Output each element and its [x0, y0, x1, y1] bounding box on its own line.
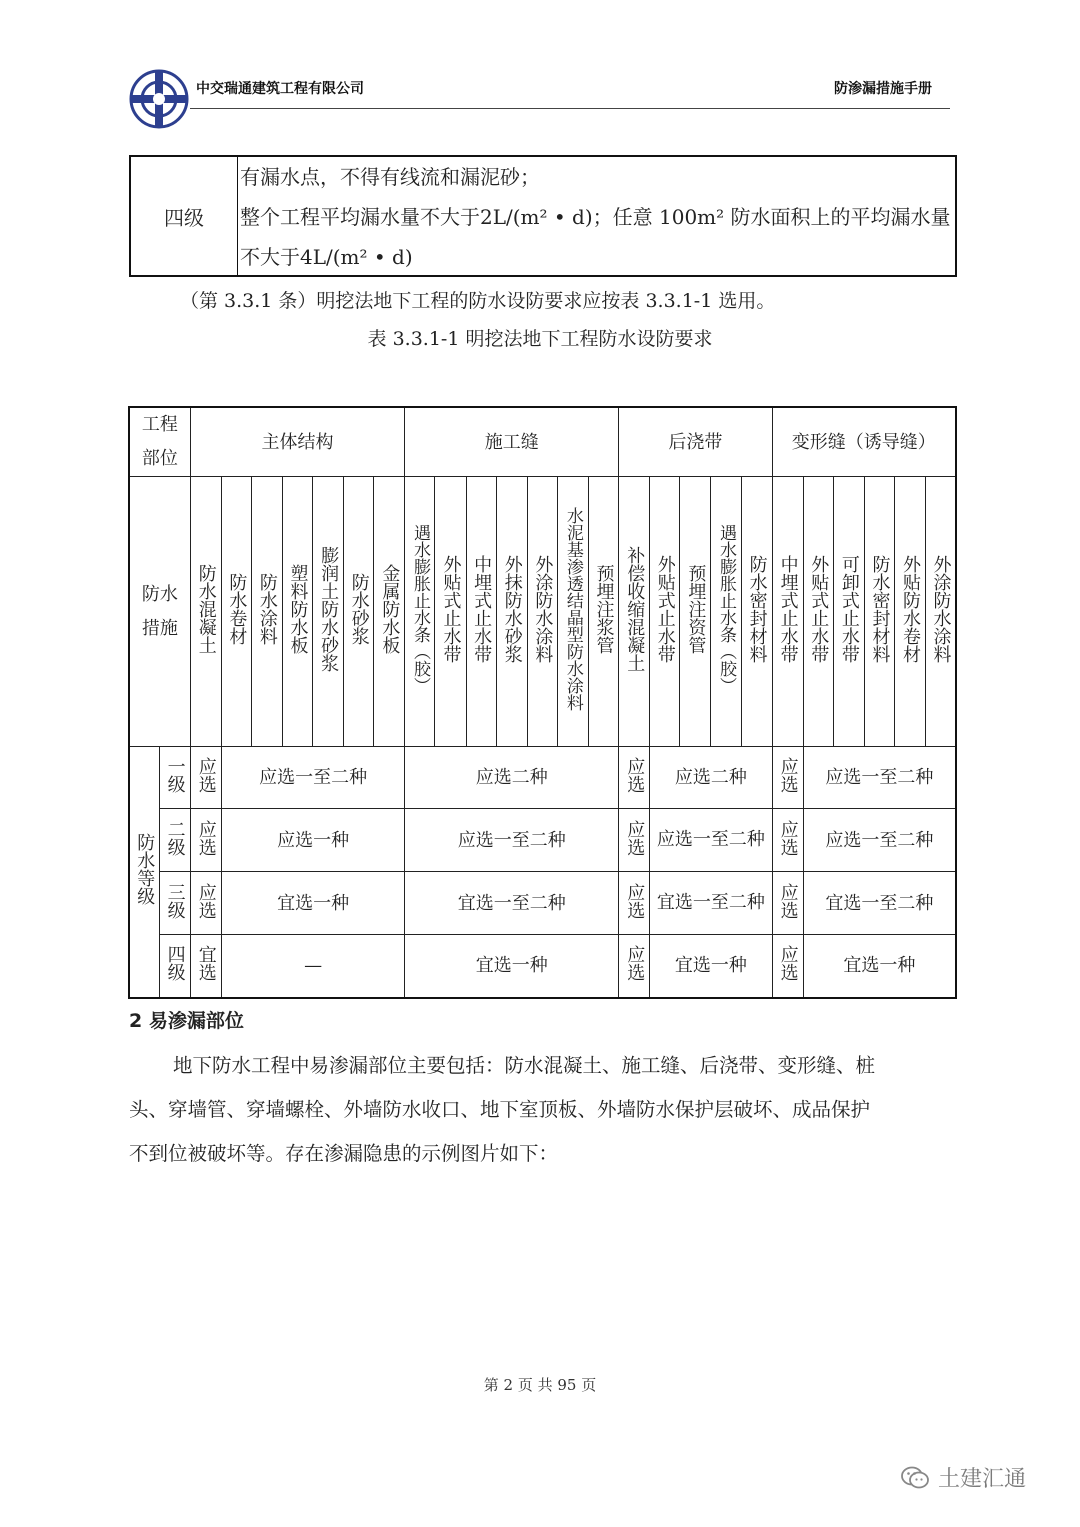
- measure-label: 防水密封材料: [746, 555, 768, 663]
- group-header-deform: 变形缝（诱导缝）: [772, 407, 956, 477]
- measure-cell: [313, 477, 344, 747]
- measure-cell: [772, 477, 803, 747]
- req-cell: [619, 872, 650, 935]
- company-name: 中交瑞通建筑工程有限公司: [196, 81, 364, 97]
- req-cell: [190, 935, 221, 998]
- req-cell: [619, 747, 650, 809]
- measure-cell: [190, 477, 221, 747]
- measure-cell: [496, 477, 527, 747]
- grade-cell: [159, 809, 190, 872]
- grade-name: 四级: [164, 945, 186, 982]
- measure-cell: [282, 477, 312, 747]
- main-first-req: 宜选: [195, 945, 217, 982]
- measure-label: 遇水膨胀止水条（胶）: [715, 524, 736, 694]
- req-cell: [772, 809, 803, 872]
- measure-cell: [680, 477, 711, 747]
- measure-label: 水泥基渗透结晶型防水涂料: [562, 507, 583, 711]
- group-header-post: 后浇带: [619, 407, 772, 477]
- measure-label: 外涂防水涂料: [532, 555, 554, 663]
- measure-label: 外贴式止水带: [440, 555, 462, 663]
- post-rest-req: 宜选一种: [650, 935, 772, 998]
- measure-label: 防水密封材料: [869, 555, 891, 663]
- post-first-req: 应选: [624, 757, 646, 793]
- measure-label: 防水涂料: [256, 573, 278, 645]
- measure-label: 预埋注资管: [685, 564, 707, 654]
- grade-label: 防水等级: [134, 833, 156, 906]
- grade-cell: [159, 935, 190, 998]
- req-cell: [772, 872, 803, 935]
- req-cell: [772, 747, 803, 809]
- measure-cell: [251, 477, 282, 747]
- deform-first-req: 应选: [777, 945, 799, 982]
- clause-text: （第 3.3.1 条）明挖法地下工程的防水设防要求应按表 3.3.1-1 选用。: [180, 290, 776, 312]
- company-logo-icon: [128, 68, 190, 130]
- post-rest-req: 应选二种: [650, 747, 772, 809]
- measure-cell: [619, 477, 650, 747]
- post-rest-req: 宜选一至二种: [650, 872, 772, 935]
- main-first-req: 应选: [195, 819, 217, 856]
- deform-rest-req: 宜选一种: [803, 935, 956, 998]
- measure-cell: [741, 477, 772, 747]
- corner-bottom-cell: [129, 477, 190, 747]
- joint-req: 应选二种: [405, 747, 619, 809]
- section-paragraph: [129, 1044, 955, 1176]
- header-divider: [190, 108, 950, 109]
- manual-title: 防渗漏措施手册: [834, 81, 932, 97]
- deform-rest-req: 应选一至二种: [803, 809, 956, 872]
- measure-label: 补偿收缩混凝土: [624, 546, 646, 672]
- measure-label: 预埋注浆管: [593, 564, 615, 654]
- page-header: [128, 68, 950, 136]
- grade4-description: [238, 157, 955, 275]
- grade-cell: [159, 747, 190, 809]
- main-rest-req: —: [221, 935, 405, 998]
- grade-name: 三级: [164, 882, 186, 919]
- grade-cell: [159, 872, 190, 935]
- req-cell: [619, 809, 650, 872]
- grade4-label: 四级: [131, 157, 238, 275]
- measure-label: 外贴式止水带: [808, 555, 830, 663]
- grade4-line: 不大于4L/(m² • d): [240, 245, 413, 269]
- measure-cell: [803, 477, 833, 747]
- corner-bottom-text: 防水措施: [141, 583, 178, 639]
- measure-cell: [374, 477, 405, 747]
- grade-name: 一级: [164, 757, 186, 793]
- deform-rest-req: 应选一至二种: [803, 747, 956, 809]
- main-rest-req: 应选一至二种: [221, 747, 405, 809]
- req-cell: [190, 872, 221, 935]
- measure-cell: [926, 477, 956, 747]
- page-number: 第 2 页 共 95 页: [483, 1376, 597, 1394]
- main-first-req: 应选: [195, 882, 217, 919]
- corner-top-text: 工程部位: [141, 414, 178, 469]
- req-cell: [190, 809, 221, 872]
- measure-cell: [650, 477, 680, 747]
- main-rest-req: 应选一种: [221, 809, 405, 872]
- watermark-text: 土建汇通: [938, 1467, 1027, 1492]
- measure-label: 防水混凝土: [195, 564, 217, 654]
- group-header-joint: 施工缝: [405, 407, 619, 477]
- grade4-table: [129, 155, 957, 277]
- measure-label: 中埋式止水带: [777, 555, 799, 663]
- measure-label: 外抹防水砂浆: [501, 555, 523, 663]
- req-cell: [190, 747, 221, 809]
- measure-cell: [711, 477, 741, 747]
- measure-label: 外涂防水涂料: [930, 555, 952, 663]
- group-header-main: 主体结构: [190, 407, 405, 477]
- measure-label: 可卸式止水带: [838, 555, 860, 663]
- measure-label: 中埋式止水带: [471, 555, 493, 663]
- corner-top-cell: [129, 407, 190, 477]
- measure-cell: [588, 477, 618, 747]
- measure-cell: [894, 477, 925, 747]
- paragraph-line: 地下防水工程中易渗漏部位主要包括：防水混凝土、施工缝、后浇带、变形缝、桩: [173, 1054, 876, 1077]
- measure-label: 金属防水板: [379, 564, 401, 654]
- post-first-req: 应选: [624, 945, 646, 982]
- deform-rest-req: 宜选一至二种: [803, 872, 956, 935]
- paragraph-line: 不到位被破坏等。存在渗漏隐患的示例图片如下：: [129, 1142, 559, 1165]
- joint-req: 应选一至二种: [405, 809, 619, 872]
- joint-req: 宜选一至二种: [405, 872, 619, 935]
- req-cell: [619, 935, 650, 998]
- deform-first-req: 应选: [777, 819, 799, 856]
- grade4-line: 整个工程平均漏水量不大于2L/(m² • d)；任意 100m² 防水面积上的平均漏水量: [240, 205, 951, 229]
- post-first-req: 应选: [624, 819, 646, 856]
- measure-cell: [864, 477, 894, 747]
- paragraph-line: 头、穿墙管、穿墙螺栓、外墙防水收口、地下室顶板、外墙防水保护层破坏、成品保护: [129, 1098, 871, 1121]
- measure-label: 防水砂浆: [348, 573, 370, 645]
- measure-cell: [435, 477, 466, 747]
- measure-label: 塑料防水板: [287, 564, 309, 654]
- requirements-table: [128, 406, 957, 999]
- measure-label: 防水卷材: [226, 573, 248, 645]
- watermark: [900, 1462, 1026, 1493]
- deform-first-req: 应选: [777, 757, 799, 793]
- section-title: 2 易渗漏部位: [129, 1010, 244, 1032]
- measure-cell: [833, 477, 864, 747]
- main-rest-req: 宜选一种: [221, 872, 405, 935]
- joint-req: 宜选一种: [405, 935, 619, 998]
- measure-label: 遇水膨胀止水条（胶）: [409, 524, 430, 694]
- grade-label-cell: [129, 747, 159, 998]
- measure-label: 外贴防水卷材: [900, 555, 922, 663]
- grade4-line: 有漏水点，不得有线流和漏泥砂；: [240, 165, 540, 189]
- deform-first-req: 应选: [777, 882, 799, 919]
- measure-cell: [344, 477, 374, 747]
- measure-label: 外贴式止水带: [654, 555, 676, 663]
- measure-cell: [466, 477, 496, 747]
- req-cell: [772, 935, 803, 998]
- grade-name: 二级: [164, 819, 186, 856]
- measure-cell: [405, 477, 435, 747]
- table-caption: 表 3.3.1-1 明挖法地下工程防水设防要求: [367, 328, 713, 350]
- measure-cell: [557, 477, 588, 747]
- measure-cell: [527, 477, 557, 747]
- post-rest-req: 应选一至二种: [650, 809, 772, 872]
- wechat-icon: [900, 1465, 930, 1491]
- main-first-req: 应选: [195, 757, 217, 793]
- post-first-req: 应选: [624, 882, 646, 919]
- measure-cell: [221, 477, 251, 747]
- measure-label: 膨润土防水砂浆: [318, 546, 340, 672]
